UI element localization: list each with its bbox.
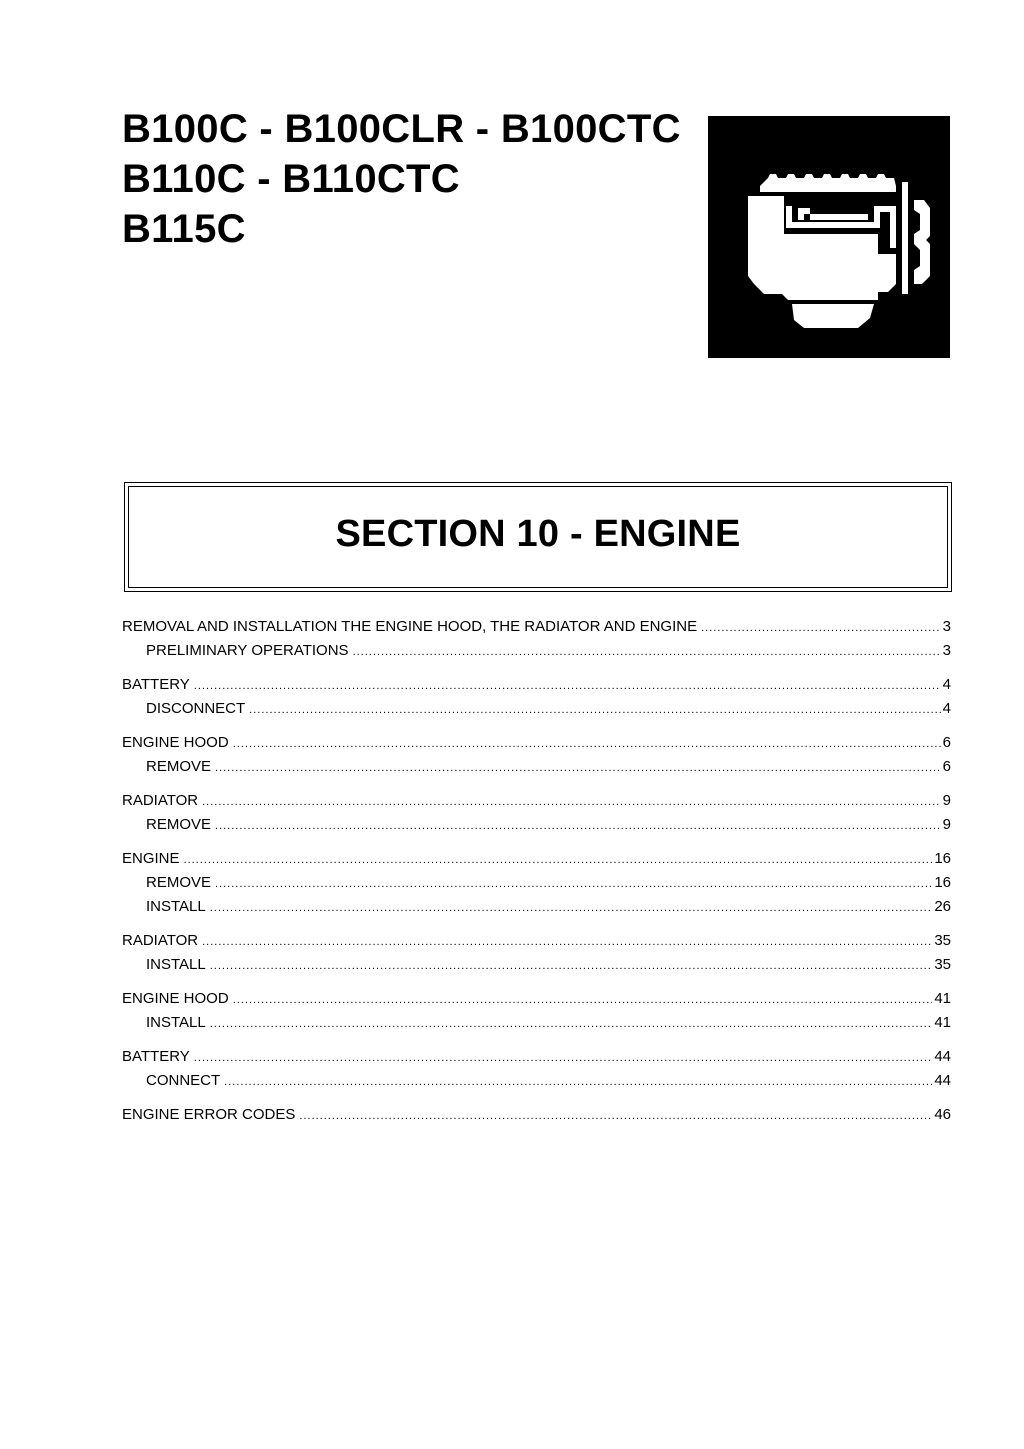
toc-entry[interactable] [122,1045,951,1069]
toc-group [122,847,951,919]
toc-leader-dots [353,640,941,664]
section-title: SECTION 10 - ENGINE [335,512,741,555]
toc-entry[interactable] [122,673,951,697]
toc-page-number: 3 [942,642,951,659]
toc-page-number: 4 [942,676,951,693]
toc-page-number: 16 [934,850,951,867]
toc-subentry[interactable] [122,1011,951,1035]
toc-page-number: 4 [942,700,951,717]
toc-entry-label: INSTALL [146,956,206,973]
engine-icon [708,116,950,358]
toc-page-number: 35 [934,932,951,949]
toc-leader-dots [215,756,941,780]
toc-page-number: 44 [934,1048,951,1065]
toc-subentry[interactable] [122,953,951,977]
toc-page-number: 6 [942,758,951,775]
toc-leader-dots [194,1046,933,1070]
toc-group [122,615,951,663]
toc-subentry[interactable] [122,895,951,919]
toc-entry-label: ENGINE HOOD [122,734,229,751]
toc-subentry[interactable] [122,1069,951,1093]
toc-group [122,1045,951,1093]
model-title-line-1: B100C - B100CLR - B100CTC [122,107,681,151]
toc-page-number: 46 [934,1106,951,1123]
toc-page-number: 6 [942,734,951,751]
toc-entry[interactable] [122,789,951,813]
toc-page-number: 9 [942,792,951,809]
toc-page-number: 35 [934,956,951,973]
toc-entry-label: REMOVE [146,758,212,775]
toc-entry-label: BATTERY [122,676,190,693]
toc-subentry[interactable] [122,639,951,663]
toc-page-number: 16 [934,874,951,891]
model-title-line-3: B115C [122,207,246,251]
toc-leader-dots [701,616,941,640]
toc-entry-label: INSTALL [146,1014,206,1031]
toc-leader-dots [233,732,941,756]
section-title-frame [124,482,952,592]
toc-group [122,929,951,977]
toc-leader-dots [210,896,933,920]
toc-leader-dots [184,848,933,872]
toc-group [122,731,951,779]
engine-section-emblem [708,116,950,358]
toc-leader-dots [299,1104,932,1128]
toc-subentry[interactable] [122,871,951,895]
toc-entry-label: CONNECT [146,1072,221,1089]
toc-group [122,673,951,721]
toc-entry[interactable] [122,1103,951,1127]
toc-entry[interactable] [122,847,951,871]
toc-entry-label: BATTERY [122,1048,190,1065]
toc-page-number: 9 [942,816,951,833]
toc-entry-label: PRELIMINARY OPERATIONS [146,642,349,659]
toc-entry[interactable] [122,987,951,1011]
toc-entry-label: INSTALL [146,898,206,915]
toc-entry-label: REMOVE [146,874,212,891]
model-title-line-2: B110C - B110CTC [122,157,460,201]
toc-leader-dots [224,1070,932,1094]
toc-leader-dots [194,674,941,698]
toc-page-number: 44 [934,1072,951,1089]
toc-subentry[interactable] [122,813,951,837]
toc-entry[interactable] [122,615,951,639]
table-of-contents [122,615,951,1137]
toc-leader-dots [202,930,932,954]
toc-leader-dots [210,1012,933,1036]
toc-page-number: 41 [934,1014,951,1031]
toc-leader-dots [202,790,941,814]
toc-page-number: 26 [934,898,951,915]
toc-entry-label: RADIATOR [122,932,199,949]
toc-page-number: 3 [942,618,951,635]
toc-leader-dots [215,814,941,838]
toc-leader-dots [233,988,933,1012]
toc-group [122,789,951,837]
toc-page-number: 41 [934,990,951,1007]
toc-leader-dots [249,698,940,722]
toc-entry-label: RADIATOR [122,792,199,809]
toc-entry-label: REMOVAL AND INSTALLATION THE ENGINE HOOD, THE RADIATOR AND ENGINE [122,618,698,635]
toc-subentry[interactable] [122,755,951,779]
toc-subentry[interactable] [122,697,951,721]
toc-leader-dots [210,954,933,978]
toc-entry-label: ENGINE [122,850,180,867]
toc-entry-label: DISCONNECT [146,700,246,717]
toc-entry[interactable] [122,731,951,755]
toc-entry-label: ENGINE HOOD [122,990,229,1007]
model-titles [122,104,702,254]
toc-entry[interactable] [122,929,951,953]
section-title-frame-inner [128,486,948,588]
toc-group [122,987,951,1035]
toc-group [122,1103,951,1127]
toc-leader-dots [215,872,932,896]
toc-entry-label: ENGINE ERROR CODES [122,1106,296,1123]
toc-entry-label: REMOVE [146,816,212,833]
